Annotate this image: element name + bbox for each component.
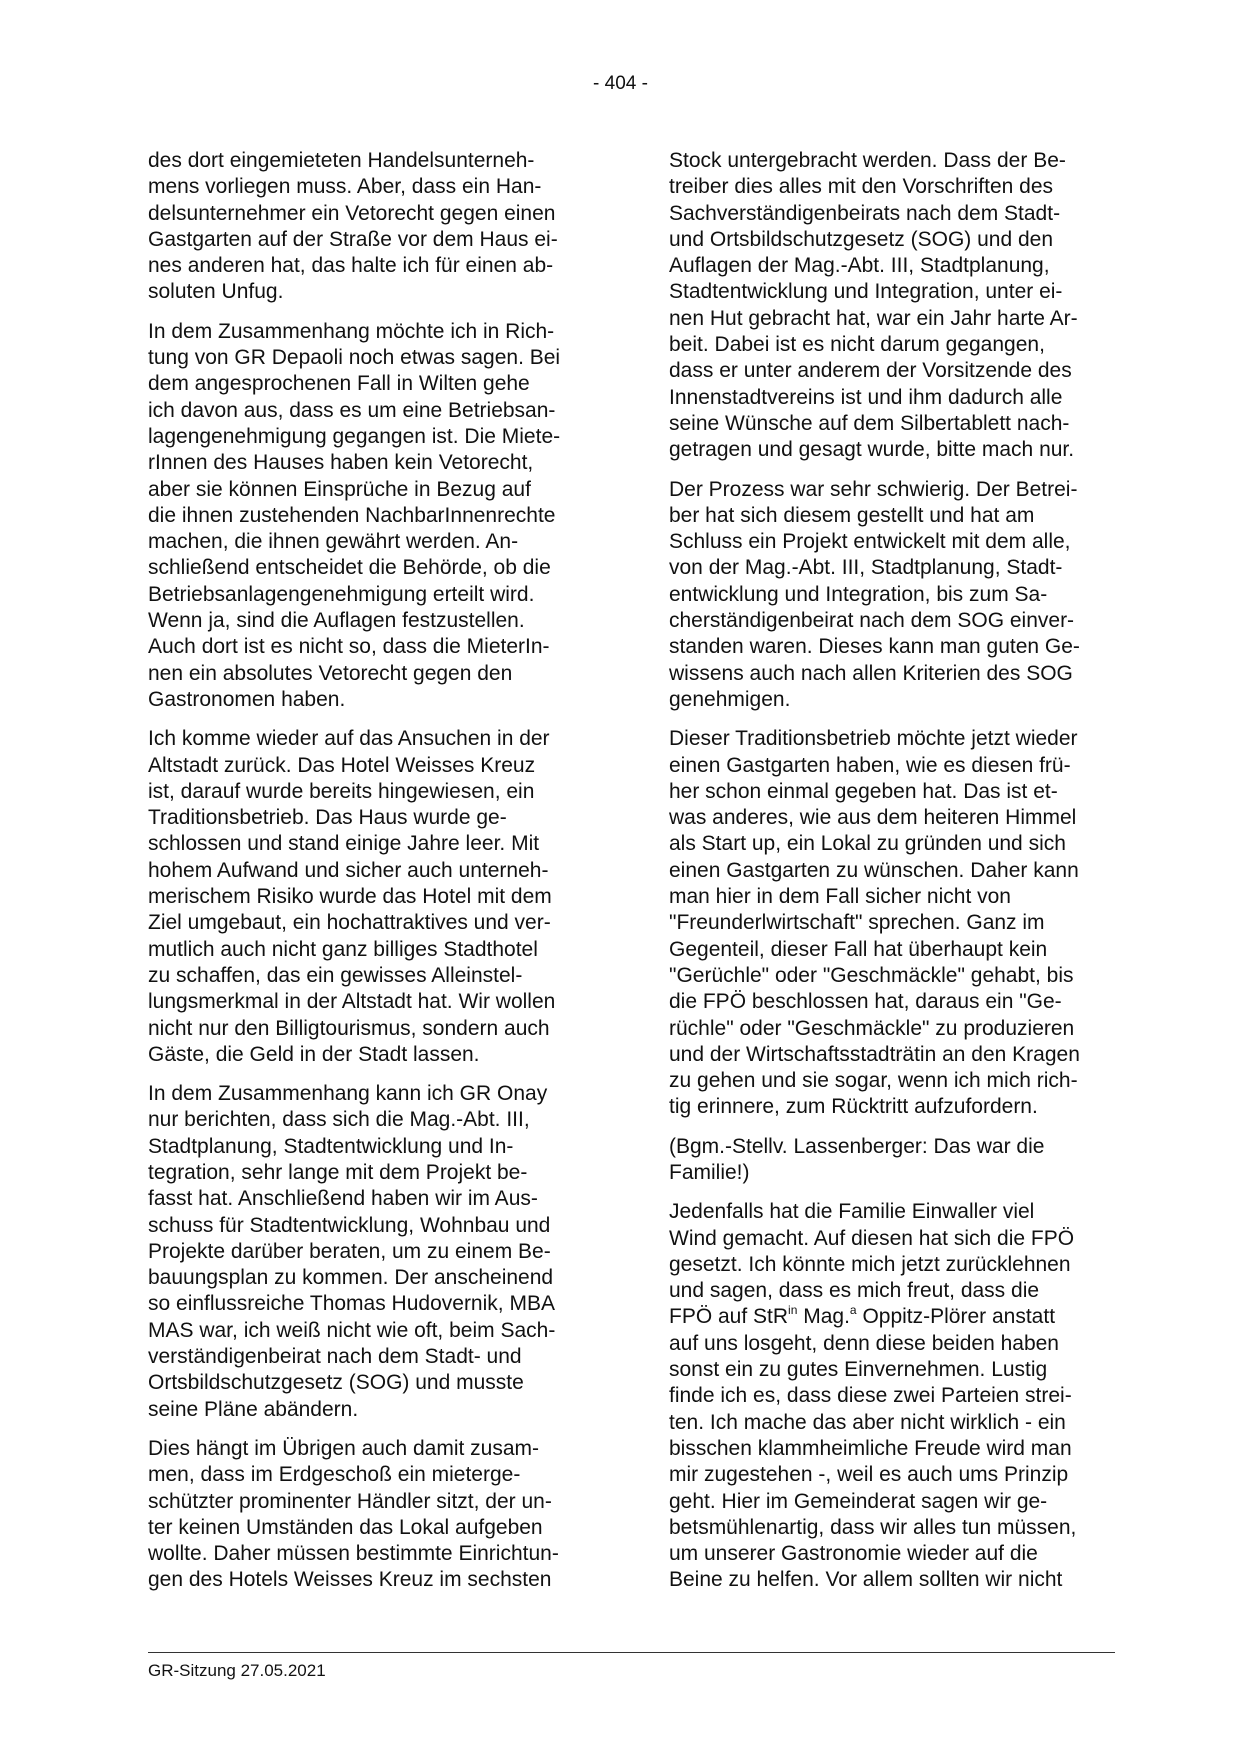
- text-line: mutlich auch nicht ganz billiges Stadthotel: [148, 937, 538, 961]
- text-line-with-superscripts: [669, 1304, 1101, 1330]
- page-number: - 404 -: [593, 73, 648, 94]
- text-line: sonst ein zu gutes Einvernehmen. Lustig: [669, 1358, 1048, 1382]
- text-line: Projekte darüber beraten, um zu einem Be-: [148, 1239, 551, 1263]
- text-line: tung von GR Depaoli noch etwas sagen. Bei: [148, 346, 561, 370]
- text-line: Stock untergebracht werden. Dass der Be-: [669, 149, 1066, 172]
- text-line: nur berichten, dass sich die Mag.-Abt. III,: [148, 1108, 530, 1132]
- text-line: cherständigenbeirat nach dem SOG einver-: [669, 609, 1075, 633]
- text-line: man hier in dem Fall sicher nicht von: [669, 885, 1011, 909]
- text-line: Auflagen der Mag.-Abt. III, Stadtplanung,: [669, 254, 1050, 278]
- text-line: Gastgarten auf der Straße vor dem Haus ei-: [148, 227, 558, 251]
- text-line: die FPÖ beschlossen hat, daraus ein "Ge-: [669, 990, 1062, 1014]
- text-segment: Mag.: [797, 1305, 850, 1329]
- text-line: schuss für Stadtentwicklung, Wohnbau und: [148, 1213, 551, 1237]
- text-line: genehmigen.: [669, 687, 791, 711]
- text-line: nes anderen hat, das halte ich für einen ab-: [148, 254, 554, 278]
- superscript: in: [788, 1303, 798, 1318]
- text-line: als Start up, ein Lokal zu gründen und sich: [669, 832, 1066, 856]
- text-line: gen des Hotels Weisses Kreuz im sechsten: [148, 1568, 552, 1592]
- text-line: treiber dies alles mit den Vorschriften des: [669, 175, 1054, 199]
- text-line: Ziel umgebaut, ein hochattraktives und ver-: [148, 911, 551, 935]
- text-segment: FPÖ auf StR: [669, 1305, 789, 1329]
- text-line: Jedenfalls hat die Familie Einwaller viel: [669, 1200, 1035, 1224]
- text-line: und Ortsbildschutzgesetz (SOG) und den: [669, 227, 1054, 251]
- text-line: standen waren. Dieses kann man guten Ge-: [669, 635, 1080, 659]
- paragraph: [148, 319, 580, 713]
- text-line: was anderes, wie aus dem heiteren Himmel: [669, 806, 1077, 830]
- text-line: lagengenehmigung gegangen ist. Die Miete-: [148, 424, 561, 448]
- text-line: machen, die ihnen gewährt werden. An-: [148, 530, 519, 554]
- text-line: Der Prozess war sehr schwierig. Der Betrei-: [669, 477, 1078, 501]
- text-line: lungsmerkmal in der Altstadt hat. Wir wollen: [148, 990, 556, 1014]
- text-line: Gegenteil, dieser Fall hat überhaupt kein: [669, 937, 1048, 961]
- text-line: ist, darauf wurde bereits hingewiesen, ein: [148, 779, 535, 803]
- text-line: geht. Hier im Gemeinderat sagen wir ge-: [669, 1489, 1048, 1513]
- text-line: dem angesprochenen Fall in Wilten gehe: [148, 372, 530, 396]
- text-line: Betriebsanlagengenehmigung erteilt wird.: [148, 582, 535, 606]
- text-line: finde ich es, dass diese zwei Parteien strei-: [669, 1384, 1072, 1408]
- text-line: Wind gemacht. Auf diesen hat sich die FPÖ: [669, 1226, 1075, 1250]
- text-line: Dies hängt im Übrigen auch damit zusam-: [148, 1436, 540, 1460]
- text-line: seine Wünsche auf dem Silbertablett nach-: [669, 411, 1070, 435]
- text-line: schützter prominenter Händler sitzt, der un-: [148, 1489, 552, 1513]
- text-line: Familie!): [669, 1160, 750, 1184]
- text-line: delsunternehmer ein Vetorecht gegen einen: [148, 201, 556, 225]
- paragraph: [669, 1199, 1101, 1593]
- right-column: [669, 148, 1101, 1607]
- text-line: schließend entscheidet die Behörde, ob die: [148, 556, 551, 580]
- text-line: bauungsplan zu kommen. Der anscheinend: [148, 1266, 554, 1290]
- text-line: merischem Risiko wurde das Hotel mit dem: [148, 885, 552, 909]
- text-line: rüchle" oder "Geschmäckle" zu produzieren: [669, 1016, 1075, 1040]
- text-line: rInnen des Hauses haben kein Vetorecht,: [148, 451, 534, 475]
- text-line: Auch dort ist es nicht so, dass die MieterIn-: [148, 635, 550, 659]
- left-column: [148, 148, 580, 1607]
- text-line: seine Pläne abändern.: [148, 1397, 359, 1421]
- text-line: Stadtplanung, Stadtentwicklung und In-: [148, 1134, 514, 1158]
- text-line: nen ein absolutes Vetorecht gegen den: [148, 661, 513, 685]
- text-line: In dem Zusammenhang möchte ich in Rich-: [148, 319, 555, 343]
- text-line: Gäste, die Geld in der Stadt lassen.: [148, 1042, 480, 1066]
- footer-session-date: GR-Sitzung 27.05.2021: [148, 1661, 326, 1680]
- text-line: entwicklung und Integration, bis zum Sa-: [669, 582, 1048, 606]
- text-line: bisschen klammheimliche Freude wird man: [669, 1436, 1072, 1460]
- text-line: betsmühlenartig, dass wir alles tun müssen,: [669, 1515, 1077, 1539]
- text-line: Stadtentwicklung und Integration, unter ei-: [669, 280, 1063, 304]
- text-segment: Oppitz-Plörer anstatt: [856, 1305, 1056, 1329]
- text-line: mir zugestehen -, weil es auch ums Prinzip: [669, 1463, 1069, 1487]
- text-line: Ortsbildschutzgesetz (SOG) und musste: [148, 1371, 524, 1395]
- text-line: Innenstadtvereins ist und ihm dadurch alle: [669, 385, 1063, 409]
- text-line: "Freunderlwirtschaft" sprechen. Ganz im: [669, 911, 1045, 935]
- text-line: ber hat sich diesem gestellt und hat am: [669, 503, 1035, 527]
- text-line: men, dass im Erdgeschoß ein mieterge-: [148, 1463, 521, 1487]
- text-line: auf uns losgeht, denn diese beiden haben: [669, 1331, 1059, 1355]
- text-line: Altstadt zurück. Das Hotel Weisses Kreuz: [148, 753, 536, 777]
- interjection-paragraph: [669, 1134, 1101, 1187]
- text-line: einen Gastgarten haben, wie es diesen frü-: [669, 753, 1071, 777]
- text-line: die ihnen zustehenden NachbarInnenrechte: [148, 503, 556, 527]
- text-line: dass er unter anderem der Vorsitzende des: [669, 359, 1072, 383]
- text-line: aber sie können Einsprüche in Bezug auf: [148, 477, 531, 501]
- paragraph: [148, 1436, 580, 1594]
- text-line: Beine zu helfen. Vor allem sollten wir nicht: [669, 1568, 1063, 1592]
- text-line: (Bgm.-Stellv. Lassenberger: Das war die: [669, 1134, 1045, 1158]
- text-line: so einflussreiche Thomas Hudovernik, MBA: [148, 1292, 555, 1316]
- superscript: a: [849, 1303, 857, 1318]
- text-line: hohem Aufwand und sicher auch unterneh-: [148, 858, 549, 882]
- text-line: tegration, sehr lange mit dem Projekt be-: [148, 1160, 528, 1184]
- text-line: zu schaffen, das ein gewisses Alleinstel-: [148, 963, 523, 987]
- paragraph: [148, 148, 580, 306]
- text-line: Schluss ein Projekt entwickelt mit dem alle,: [669, 530, 1071, 554]
- text-line: nicht nur den Billigtourismus, sondern auch: [148, 1016, 550, 1040]
- paragraph: [148, 1081, 580, 1423]
- text-line: MAS war, ich weiß nicht wie oft, beim Sach-: [148, 1318, 556, 1342]
- text-line: ich davon aus, dass es um eine Betriebsan-: [148, 398, 556, 422]
- footer-divider: [148, 1652, 1115, 1653]
- text-line: ten. Ich mache das aber nicht wirklich - ein: [669, 1410, 1066, 1434]
- text-line: Dieser Traditionsbetrieb möchte jetzt wieder: [669, 727, 1078, 751]
- text-line: her schon einmal gegeben hat. Das ist et-: [669, 779, 1058, 803]
- paragraph: [148, 726, 580, 1068]
- text-line: schlossen und stand einige Jahre leer. Mit: [148, 832, 540, 856]
- text-line: getragen und gesagt wurde, bitte mach nur.: [669, 438, 1075, 462]
- paragraph: [669, 477, 1101, 714]
- text-line: fasst hat. Anschließend haben wir im Aus-: [148, 1187, 538, 1211]
- text-line: soluten Unfug.: [148, 280, 284, 304]
- text-line: zu gehen und sie sogar, wenn ich mich rich-: [669, 1069, 1078, 1093]
- text-line: Traditionsbetrieb. Das Haus wurde ge-: [148, 806, 507, 830]
- text-line: Ich komme wieder auf das Ansuchen in der: [148, 727, 550, 751]
- text-line: Sachverständigenbeirats nach dem Stadt-: [669, 201, 1061, 225]
- text-line: und der Wirtschaftsstadträtin an den Kragen: [669, 1042, 1080, 1066]
- text-line: Gastronomen haben.: [148, 687, 346, 711]
- text-line: Wenn ja, sind die Auflagen festzustellen.: [148, 609, 525, 633]
- text-line: nen Hut gebracht hat, war ein Jahr harte Ar-: [669, 306, 1078, 330]
- text-line: wissens auch nach allen Kriterien des SOG: [669, 661, 1073, 685]
- text-line: tig erinnere, zum Rücktritt aufzufordern.: [669, 1095, 1038, 1119]
- text-line: des dort eingemieteten Handelsunterneh-: [148, 149, 535, 172]
- paragraph: [669, 148, 1101, 464]
- text-line: einen Gastgarten zu wünschen. Daher kann: [669, 858, 1079, 882]
- text-line: ter keinen Umständen das Lokal aufgeben: [148, 1515, 543, 1539]
- text-line: von der Mag.-Abt. III, Stadtplanung, Stadt-: [669, 556, 1063, 580]
- text-line: mens vorliegen muss. Aber, dass ein Han-: [148, 175, 542, 199]
- text-line: wollte. Daher müssen bestimmte Einrichtun-: [148, 1542, 559, 1566]
- text-line: beit. Dabei ist es nicht darum gegangen,: [669, 333, 1045, 357]
- text-line: um unserer Gastronomie wieder auf die: [669, 1542, 1038, 1566]
- text-line: und sagen, dass es mich freut, dass die: [669, 1279, 1040, 1303]
- text-line: gesetzt. Ich könnte mich jetzt zurücklehnen: [669, 1252, 1071, 1276]
- text-line: In dem Zusammenhang kann ich GR Onay: [148, 1082, 548, 1106]
- paragraph: [669, 726, 1101, 1120]
- text-line: "Gerüchle" oder "Geschmäckle" gehabt, bis: [669, 963, 1074, 987]
- text-line: verständigenbeirat nach dem Stadt- und: [148, 1345, 522, 1369]
